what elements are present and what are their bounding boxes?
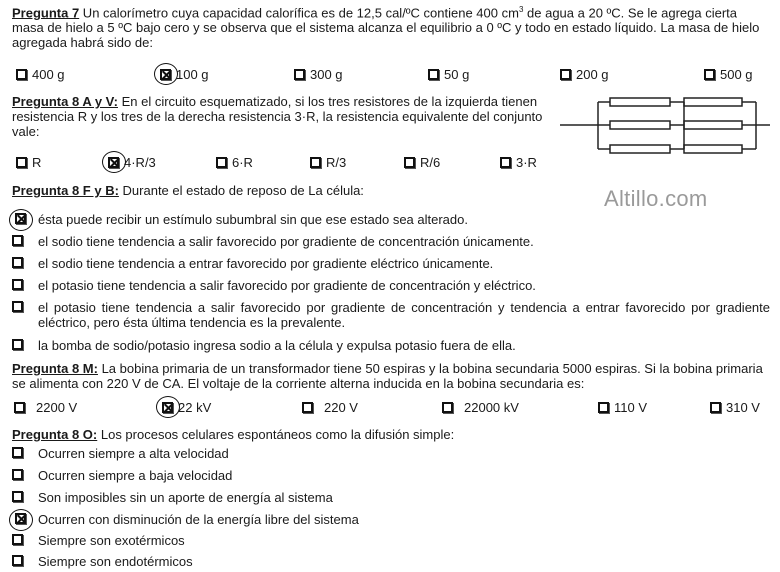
checked-checkbox-icon[interactable]	[108, 157, 119, 168]
circle-mark-icon	[9, 209, 33, 231]
q8m-option-4[interactable]: 22000 kV	[442, 400, 519, 415]
question-8fb	[12, 183, 770, 198]
checkbox-icon[interactable]	[294, 69, 305, 80]
q8fb-option-3[interactable]: el sodio tiene tendencia a entrar favorecido por gradiente eléctrico únicamente.	[12, 256, 770, 271]
q8fb-option-4[interactable]: el potasio tiene tendencia a salir favorecido por gradiente de concentración y eléctrico.	[12, 278, 770, 293]
question-7	[12, 2, 770, 50]
q8o-option-6[interactable]: Siempre son endotérmicos	[12, 554, 770, 569]
checkbox-icon[interactable]	[12, 534, 23, 545]
question-8m-text: La bobina primaria de un transformador tiene 50 espiras y la bobina secundaria 5000 espiras. Si la bobina primaria se alimenta con 220 V de CA. El voltaje de la corriente alterna inducida en la bobina secundaria es:	[12, 361, 763, 391]
checkbox-icon[interactable]	[216, 157, 227, 168]
q8m-option-2[interactable]: 22 kV	[162, 400, 211, 415]
question-7-text-a: Un calorímetro cuya capacidad calorífica es de 12,5 cal/ºC contiene 400 cm	[79, 5, 519, 21]
checkbox-icon[interactable]	[12, 469, 23, 480]
checkbox-icon[interactable]	[704, 69, 715, 80]
q7-option-4[interactable]: 50 g	[428, 67, 469, 82]
q7-option-3[interactable]: 300 g	[294, 67, 343, 82]
q8av-option-3[interactable]: 6·R	[216, 155, 253, 170]
q8o-option-1[interactable]: Ocurren siempre a alta velocidad	[12, 446, 770, 461]
q8o-option-3[interactable]: Son imposibles sin un aporte de energía al sistema	[12, 490, 770, 505]
q8fb-option-5[interactable]: el potasio tiene tendencia a salir favorecido por gradiente de concentración y tendencia a entrar favorecido por gradiente eléctrico, pero ésta última tendencia es la prevalente.	[12, 300, 770, 330]
checkbox-icon[interactable]	[560, 69, 571, 80]
checkbox-icon[interactable]	[500, 157, 511, 168]
q8m-option-6[interactable]: 310 V	[710, 400, 760, 415]
q8o-option-4[interactable]: Ocurren con disminución de la energía libre del sistema	[12, 512, 770, 527]
q8m-option-5[interactable]: 110 V	[598, 400, 647, 415]
q7-option-1[interactable]: 400 g	[16, 67, 65, 82]
q8av-option-5[interactable]: R/6	[404, 155, 440, 170]
question-8av-title: Pregunta 8 A y V:	[12, 94, 118, 109]
question-8av-text: En el circuito esquematizado, si los tres resistores de la izquierda tienen resistencia R y los tres de la derecha resistencia 3·R, la resistencia equivalente del conjunto vale:	[12, 94, 543, 139]
checkbox-icon[interactable]	[12, 257, 23, 268]
q7-option-5[interactable]: 200 g	[560, 67, 609, 82]
circuit-diagram	[560, 94, 770, 156]
question-7-text-b: de agua a 20 ºC. Se le agrega cierta masa de hielo a 5 ºC bajo cero y se observa que el sistema alcanza el equilibrio a 0 ºC y todo en estado líquido. La masa de hielo agregada habrá sido de:	[12, 5, 760, 51]
q8fb-option-6[interactable]: la bomba de sodio/potasio ingresa sodio a la célula y expulsa potasio fuera de ella.	[12, 338, 770, 353]
checkbox-icon[interactable]	[12, 339, 23, 350]
checkbox-icon[interactable]	[442, 402, 453, 413]
q8m-option-3[interactable]: 220 V	[302, 400, 358, 415]
checkbox-icon[interactable]	[12, 491, 23, 502]
q8fb-option-2[interactable]: el sodio tiene tendencia a salir favorecido por gradiente de concentración únicamente.	[12, 234, 770, 249]
checkbox-icon[interactable]	[310, 157, 321, 168]
q8o-option-2[interactable]: Ocurren siempre a baja velocidad	[12, 468, 770, 483]
checkbox-icon[interactable]	[302, 402, 313, 413]
question-8o-title: Pregunta 8 O:	[12, 427, 98, 442]
checkbox-icon[interactable]	[710, 402, 721, 413]
q8av-option-6[interactable]: 3·R	[500, 155, 537, 170]
checkbox-icon[interactable]	[12, 235, 23, 246]
checked-checkbox-icon[interactable]	[162, 402, 173, 413]
question-7-title: Pregunta 7	[12, 5, 80, 21]
question-8fb-text: Durante el estado de reposo de La célula:	[118, 183, 364, 198]
question-8fb-title: Pregunta 8 F y B:	[12, 183, 119, 198]
question-8m	[12, 361, 770, 391]
checked-checkbox-icon[interactable]	[160, 69, 171, 80]
checkbox-icon[interactable]	[14, 402, 25, 413]
checkbox-icon[interactable]	[12, 301, 23, 312]
q8av-option-2[interactable]: 4·R/3	[108, 155, 156, 170]
checkbox-icon[interactable]	[16, 157, 27, 168]
circle-mark-icon	[9, 509, 33, 531]
checkbox-icon[interactable]	[12, 447, 23, 458]
q8fb-option-1[interactable]: ésta puede recibir un estímulo subumbral sin que ese estado sea alterado.	[12, 212, 770, 227]
checkbox-icon[interactable]	[404, 157, 415, 168]
question-8o-text: Los procesos celulares espontáneos como la difusión simple:	[97, 427, 455, 442]
question-8m-title: Pregunta 8 M:	[12, 361, 98, 376]
checkbox-icon[interactable]	[16, 69, 27, 80]
checkbox-icon[interactable]	[12, 555, 23, 566]
watermark: Altillo.com	[604, 186, 708, 211]
checkbox-icon[interactable]	[598, 402, 609, 413]
q8o-option-5[interactable]: Siempre son exotérmicos	[12, 533, 770, 548]
question-8o	[12, 427, 770, 442]
checkbox-icon[interactable]	[12, 279, 23, 290]
question-8av	[12, 94, 548, 139]
q7-option-6[interactable]: 500 g	[704, 67, 753, 82]
q8av-option-1[interactable]: R	[16, 155, 41, 170]
question-7-sup: 3	[518, 5, 524, 14]
checkbox-icon[interactable]	[428, 69, 439, 80]
q8av-option-4[interactable]: R/3	[310, 155, 346, 170]
q8m-option-1[interactable]: 2200 V	[14, 400, 77, 415]
q7-option-2[interactable]: 100 g	[160, 67, 209, 82]
